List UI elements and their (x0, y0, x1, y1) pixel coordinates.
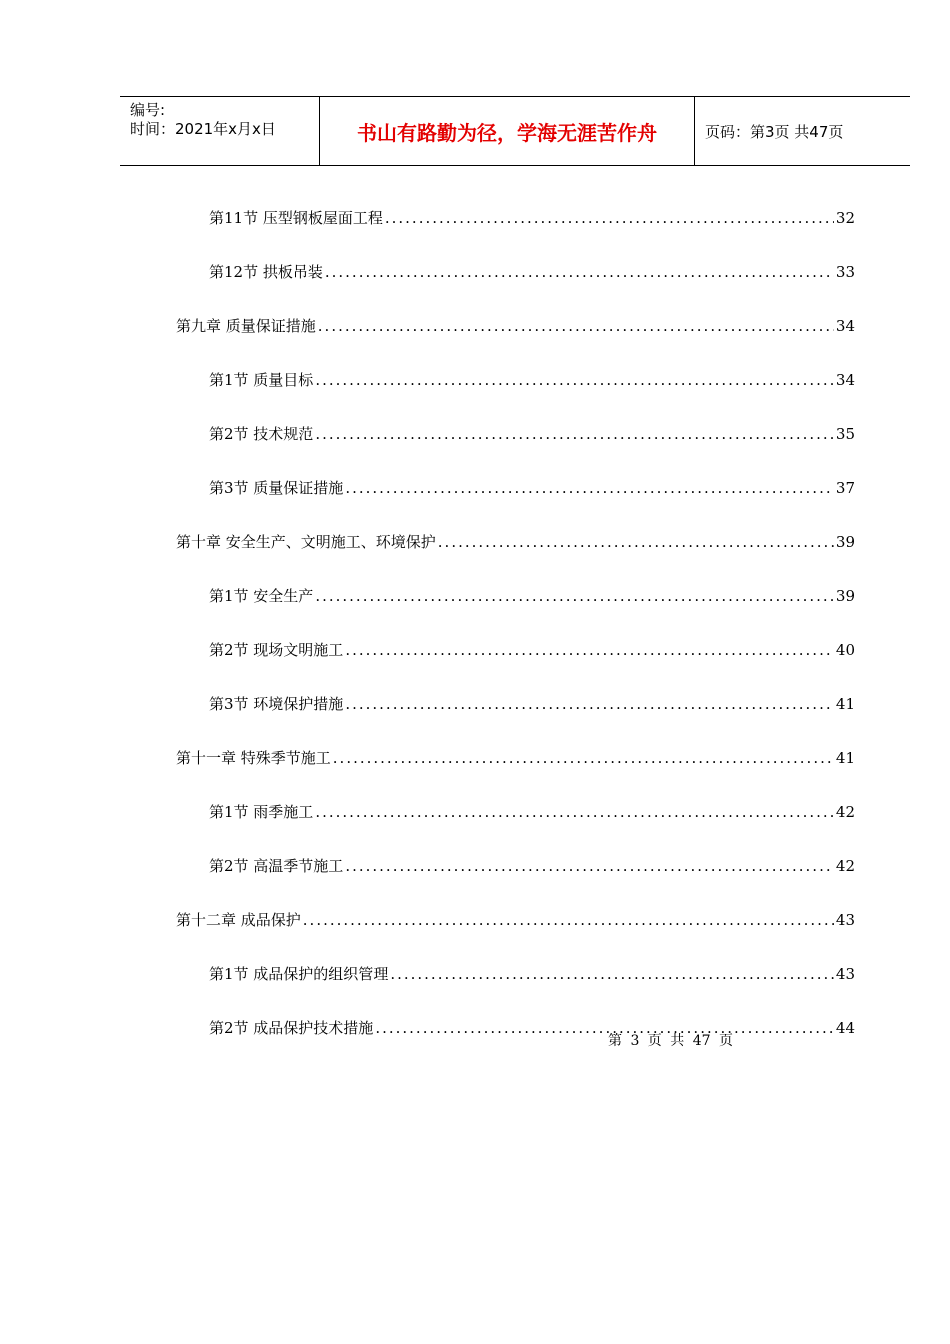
toc-entry-label: 第2节 技术规范 (209, 425, 314, 443)
toc-entry[interactable] (209, 640, 855, 660)
toc-entry-page: 42 (835, 803, 855, 821)
toc-entry-label: 第2节 成品保护技术措施 (209, 1019, 374, 1037)
toc-entry-page: 33 (835, 263, 855, 281)
toc-entry[interactable] (209, 964, 855, 984)
toc-entry-label: 第1节 雨季施工 (209, 803, 314, 821)
toc-entry-page: 43 (835, 911, 855, 929)
toc-leader-dots (325, 262, 834, 282)
toc-entry-page: 37 (835, 479, 855, 497)
toc-entry-label: 第九章 质量保证措施 (176, 317, 316, 335)
toc-leader-dots (390, 964, 834, 984)
toc-entry[interactable] (209, 262, 855, 282)
toc-entry-page: 41 (835, 695, 855, 713)
footer-page-number: 第 3 页 共 47 页 (608, 1033, 733, 1049)
toc-leader-dots (375, 1018, 834, 1038)
toc-entry[interactable] (209, 1018, 855, 1038)
toc-entry-label: 第十二章 成品保护 (176, 911, 301, 929)
toc-leader-dots (315, 802, 834, 822)
serial-label: 编号: (130, 101, 166, 119)
toc-entry[interactable] (209, 478, 855, 498)
toc-entry-label: 第12节 拱板吊装 (209, 263, 323, 281)
toc-entry-page: 39 (835, 533, 855, 551)
toc-entry-page: 43 (835, 965, 855, 983)
toc-leader-dots (345, 640, 834, 660)
toc-entry[interactable] (209, 208, 855, 228)
toc-entry[interactable] (209, 370, 855, 390)
toc-entry-page: 44 (835, 1019, 855, 1037)
toc-leader-dots (345, 694, 834, 714)
toc-entry[interactable] (176, 748, 855, 768)
toc-leader-dots (438, 532, 834, 552)
toc-leader-dots (345, 856, 834, 876)
toc-entry-label: 第1节 成品保护的组织管理 (209, 965, 389, 983)
toc-leader-dots (385, 208, 834, 228)
header-motto: 书山有路勤为径，学海无涯苦作舟 (320, 97, 695, 165)
toc-entry-page: 35 (835, 425, 855, 443)
toc-entry-page: 34 (835, 317, 855, 335)
toc-entry-label: 第1节 安全生产 (209, 587, 314, 605)
toc-entry-page: 41 (835, 749, 855, 767)
time-label: 时间：2021年x月x日 (130, 120, 276, 138)
page-header (120, 96, 910, 166)
toc-entry-label: 第3节 质量保证措施 (209, 479, 344, 497)
toc-entry-label: 第十章 安全生产、文明施工、环境保护 (176, 533, 436, 551)
toc-entry-page: 40 (835, 641, 855, 659)
toc-entry[interactable] (209, 694, 855, 714)
toc-entry[interactable] (209, 856, 855, 876)
toc-entry[interactable] (176, 316, 855, 336)
toc-entry-label: 第十一章 特殊季节施工 (176, 749, 331, 767)
toc-leader-dots (318, 316, 834, 336)
toc-leader-dots (345, 478, 834, 498)
toc-entry-page: 34 (835, 371, 855, 389)
toc-entry[interactable] (176, 910, 855, 930)
toc-entry-page: 39 (835, 587, 855, 605)
toc-leader-dots (303, 910, 834, 930)
toc-leader-dots (315, 370, 834, 390)
toc-entry-page: 32 (835, 209, 855, 227)
toc-entry-label: 第2节 现场文明施工 (209, 641, 344, 659)
toc-entry[interactable] (209, 586, 855, 606)
toc-entry[interactable] (209, 802, 855, 822)
toc-entry-label: 第3节 环境保护措施 (209, 695, 344, 713)
toc-entry-page: 42 (835, 857, 855, 875)
toc-entry-label: 第2节 高温季节施工 (209, 857, 344, 875)
header-page-info: 页码：第3页 共47页 (705, 122, 844, 141)
toc-entry[interactable] (209, 424, 855, 444)
toc-entry-label: 第1节 质量目标 (209, 371, 314, 389)
header-meta (120, 97, 320, 165)
toc-leader-dots (315, 424, 834, 444)
toc-entry-label: 第11节 压型钢板屋面工程 (209, 209, 383, 227)
toc-leader-dots (315, 586, 834, 606)
toc-leader-dots (333, 748, 834, 768)
toc-entry[interactable] (176, 532, 855, 552)
